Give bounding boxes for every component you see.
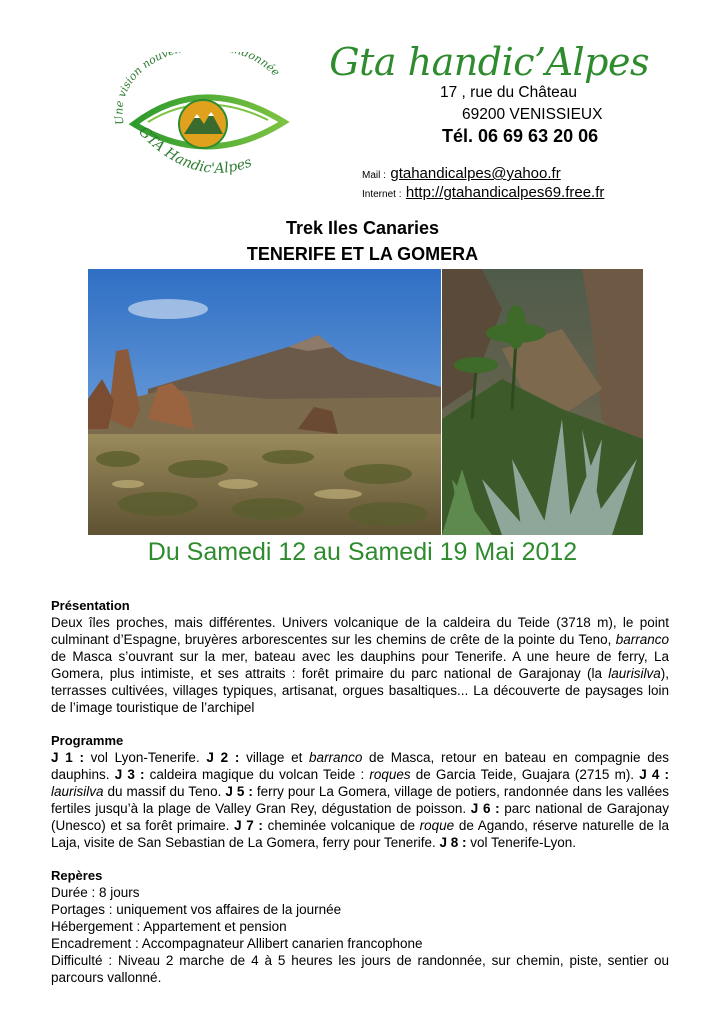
website-link[interactable]: http://gtahandicalpes69.free.fr bbox=[405, 184, 605, 201]
day-5-text: ferry pour La Gomera, village de potiers, randonnée dans les vallées fertiles jusqu’à la plage de Valley Gran Rey, dégustation de poisson. bbox=[51, 784, 670, 816]
day-2-label: J 2 : bbox=[206, 750, 240, 765]
day-8-label: J 8 : bbox=[439, 835, 467, 850]
trek-subtitle: TENERIFE ET LA GOMERA bbox=[246, 244, 479, 264]
programme-heading: Programme bbox=[51, 733, 124, 748]
reperes-encadrement: Encadrement : Accompagnateur Allibert canarien francophone bbox=[51, 936, 423, 951]
day-4-text: du massif du Teno. bbox=[103, 784, 226, 799]
day-3-italic: roques bbox=[369, 767, 411, 782]
presentation-text bbox=[51, 614, 669, 716]
section-presentation bbox=[51, 597, 669, 716]
reperes-heading: Repères bbox=[51, 868, 103, 883]
logo-name-text: GTA Handic'Alpes bbox=[135, 123, 255, 177]
day-7-text-a: cheminée volcanique de bbox=[262, 818, 420, 833]
day-3-text-a: caldeira magique du volcan Teide : bbox=[144, 767, 370, 782]
reperes-difficulte: Difficulté : Niveau 2 marche de 4 à 5 heures les jours de randonnée, sur chemin, piste, sentier ou parcours vallonné. bbox=[51, 953, 669, 985]
mail-label: Mail : bbox=[362, 170, 386, 181]
day-2-text-b: de Masca, retour en bateau en compagnie des dauphins. bbox=[51, 750, 669, 782]
programme-text bbox=[51, 749, 669, 851]
day-6-label: J 6 : bbox=[470, 801, 500, 816]
presentation-text-3: ), terrasses cultivées, villages typiques, artisanat, orgues basaltiques... La découverte de paysages loin de l’image touristique de l’archipel bbox=[51, 666, 669, 715]
reperes-duree: Durée : 8 jours bbox=[51, 885, 140, 900]
day-4-italic: laurisilva bbox=[51, 784, 104, 799]
day-2-italic: barranco bbox=[309, 750, 363, 765]
day-3-text-b: de Garcia Teide, Guajara (2715 m). bbox=[410, 767, 640, 782]
presentation-text-2: de Masca s’ouvrant sur la mer, bateau avec les dauphins pour Tenerife. A une heure de ferry, La Gomera, plus intimiste, et ses attraits : forêt primaire du parc national de Garajonay (la bbox=[51, 649, 669, 681]
teide-volcano-photo bbox=[88, 269, 441, 535]
section-programme bbox=[51, 732, 669, 851]
section-reperes bbox=[51, 867, 669, 986]
day-4-label: J 4 : bbox=[639, 767, 669, 782]
presentation-text-1: Deux îles proches, mais différentes. Univers volcanique de la caldeira du Teide (3718 m), le point culminant d’Espagne, bruyères arborescentes sur les chemins de crête de la pointe du Teno, bbox=[51, 615, 669, 647]
reperes-portages: Portages : uniquement vos affaires de la journée bbox=[51, 902, 342, 917]
content-body bbox=[51, 597, 669, 1002]
day-5-label: J 5 : bbox=[225, 784, 253, 799]
day-1-text: vol Lyon-Tenerife. bbox=[83, 750, 207, 765]
presentation-heading: Présentation bbox=[51, 598, 130, 613]
phone-number: Tél. 06 69 63 20 06 bbox=[442, 126, 599, 146]
day-8-text: vol Tenerife-Lyon. bbox=[466, 835, 577, 850]
day-7-text-b: de Agando, réserve naturelle de la Laja, visite de San Sebastian de La Gomera, ferry pour Tenerife. bbox=[51, 818, 669, 850]
day-3-label: J 3 : bbox=[114, 767, 145, 782]
trip-dates: Du Samedi 12 au Samedi 19 Mai 2012 bbox=[147, 538, 578, 566]
trek-title: Trek Iles Canaries bbox=[285, 218, 440, 238]
address-city: 69200 VENISSIEUX bbox=[462, 106, 603, 123]
mail-link[interactable]: gtahandicalpes@yahoo.fr bbox=[390, 165, 561, 182]
gomera-palm-photo bbox=[442, 269, 643, 535]
internet-label: Internet : bbox=[362, 189, 402, 200]
day-2-text-a: village et bbox=[239, 750, 310, 765]
day-7-label: J 7 : bbox=[234, 818, 263, 833]
address-street: 17 , rue du Château bbox=[440, 84, 578, 101]
brand-title: Gta handic’Alpes bbox=[329, 40, 649, 84]
reperes-hebergement: Hébergement : Appartement et pension bbox=[51, 919, 287, 934]
presentation-italic-1: barranco bbox=[615, 632, 669, 647]
day-1-label: J 1 : bbox=[51, 750, 84, 765]
day-7-italic: roque bbox=[419, 818, 455, 833]
day-6-text: parc national de Garajonay (Unesco) et sa forêt primaire. bbox=[51, 801, 670, 833]
gta-logo bbox=[108, 52, 298, 192]
presentation-italic-2: laurisilva bbox=[608, 666, 661, 681]
mail-row bbox=[362, 165, 561, 183]
internet-row bbox=[362, 184, 604, 202]
logo-arc-text: Une vision nouv donnée bbox=[112, 52, 283, 126]
